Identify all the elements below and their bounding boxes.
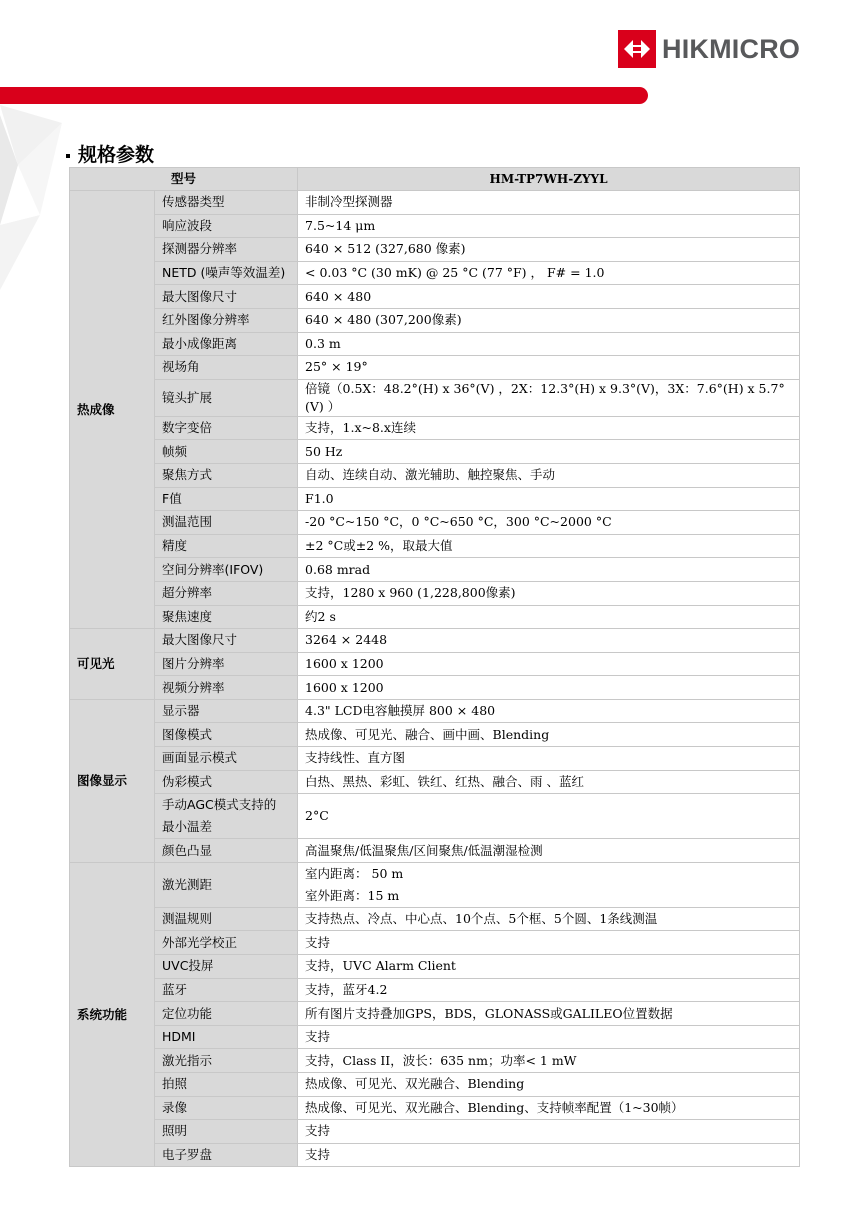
brand-logo bbox=[618, 30, 800, 68]
spec-name: 聚焦速度 bbox=[155, 605, 298, 629]
decorative-shape-icon bbox=[0, 105, 70, 295]
category-cell: 可见光 bbox=[70, 629, 155, 700]
spec-name: 精度 bbox=[155, 534, 298, 558]
spec-name: 视场角 bbox=[155, 356, 298, 380]
spec-name: 探测器分辨率 bbox=[155, 238, 298, 262]
spec-value: 0.3 m bbox=[298, 332, 800, 356]
spec-value: 支持，Class II，波长：635 nm；功率< 1 mW bbox=[298, 1049, 800, 1073]
spec-value: < 0.03 °C (30 mK) @ 25 °C (77 °F) ， F# = 1.0 bbox=[298, 261, 800, 285]
spec-value-line: 室内距离： 50 m bbox=[305, 865, 404, 881]
spec-value: 支持 bbox=[298, 1025, 800, 1049]
spec-name: 录像 bbox=[155, 1096, 298, 1120]
table-row bbox=[70, 770, 800, 794]
table-row bbox=[70, 356, 800, 380]
spec-name: UVC投屏 bbox=[155, 955, 298, 979]
table-row bbox=[70, 214, 800, 238]
table-row bbox=[70, 699, 800, 723]
spec-name: 传感器类型 bbox=[155, 191, 298, 215]
spec-table-body bbox=[70, 191, 800, 1167]
table-row bbox=[70, 463, 800, 487]
table-row bbox=[70, 416, 800, 440]
table-header-row bbox=[70, 168, 800, 191]
spec-value-line: 室外距离：15 m bbox=[305, 887, 400, 903]
spec-value: 支持 bbox=[298, 1143, 800, 1167]
table-row bbox=[70, 440, 800, 464]
spec-name: 照明 bbox=[155, 1120, 298, 1144]
spec-value: 支持 bbox=[298, 1120, 800, 1144]
spec-value: 25° × 19° bbox=[298, 356, 800, 380]
spec-name: 伪彩模式 bbox=[155, 770, 298, 794]
spec-value: 支持，UVC Alarm Client bbox=[298, 955, 800, 979]
spec-name: 定位功能 bbox=[155, 1002, 298, 1026]
spec-name: 测温范围 bbox=[155, 511, 298, 535]
table-row bbox=[70, 1049, 800, 1073]
category-cell: 热成像 bbox=[70, 191, 155, 629]
table-row bbox=[70, 652, 800, 676]
spec-name: 图像模式 bbox=[155, 723, 298, 747]
table-row bbox=[70, 747, 800, 771]
spec-name: 拍照 bbox=[155, 1073, 298, 1097]
spec-value: 支持线性、直方图 bbox=[298, 747, 800, 771]
spec-name: 蓝牙 bbox=[155, 978, 298, 1002]
table-row bbox=[70, 285, 800, 309]
table-row bbox=[70, 862, 800, 907]
spec-value: 2°C bbox=[298, 794, 800, 839]
spec-value: 640 × 480 (307,200像素) bbox=[298, 308, 800, 332]
spec-value: 自动、连续自动、激光辅助、触控聚焦、手动 bbox=[298, 463, 800, 487]
spec-value: 4.3" LCD电容触摸屏 800 × 480 bbox=[298, 699, 800, 723]
spec-value bbox=[298, 862, 800, 907]
table-row bbox=[70, 534, 800, 558]
table-row bbox=[70, 379, 800, 416]
spec-name: F值 bbox=[155, 487, 298, 511]
spec-name: 测温规则 bbox=[155, 907, 298, 931]
table-row bbox=[70, 723, 800, 747]
section-title: 规格参数 bbox=[66, 140, 154, 167]
spec-value: 1600 x 1200 bbox=[298, 676, 800, 700]
spec-value: 热成像、可见光、双光融合、Blending bbox=[298, 1073, 800, 1097]
table-row bbox=[70, 907, 800, 931]
spec-value: 支持，蓝牙4.2 bbox=[298, 978, 800, 1002]
category-cell: 图像显示 bbox=[70, 699, 155, 862]
table-row bbox=[70, 794, 800, 839]
spec-value: 高温聚焦/低温聚焦/区间聚焦/低温潮湿检测 bbox=[298, 839, 800, 863]
spec-value: 7.5~14 μm bbox=[298, 214, 800, 238]
table-row bbox=[70, 1002, 800, 1026]
spec-name: 帧频 bbox=[155, 440, 298, 464]
spec-name: 最大图像尺寸 bbox=[155, 629, 298, 653]
spec-value: 倍镜（0.5X：48.2°(H) x 36°(V) ，2X：12.3°(H) x 9.3°(V)，3X：7.6°(H) x 5.7°(V) ） bbox=[298, 379, 800, 416]
bullet-icon bbox=[66, 154, 70, 158]
spec-value: 热成像、可见光、融合、画中画、Blending bbox=[298, 723, 800, 747]
spec-value: 50 Hz bbox=[298, 440, 800, 464]
table-row bbox=[70, 629, 800, 653]
spec-name: 最小成像距离 bbox=[155, 332, 298, 356]
spec-name: 镜头扩展 bbox=[155, 379, 298, 416]
spec-name: 最大图像尺寸 bbox=[155, 285, 298, 309]
spec-value: F1.0 bbox=[298, 487, 800, 511]
table-row bbox=[70, 1143, 800, 1167]
spec-name: NETD (噪声等效温差) bbox=[155, 261, 298, 285]
table-row bbox=[70, 605, 800, 629]
spec-name: 聚焦方式 bbox=[155, 463, 298, 487]
spec-value: 3264 × 2448 bbox=[298, 629, 800, 653]
spec-value: 约2 s bbox=[298, 605, 800, 629]
table-row bbox=[70, 308, 800, 332]
spec-value: 1600 x 1200 bbox=[298, 652, 800, 676]
table-row bbox=[70, 191, 800, 215]
header-red-bar bbox=[0, 87, 648, 104]
table-row bbox=[70, 839, 800, 863]
spec-name-line: 手动AGC模式支持的 bbox=[162, 797, 277, 813]
spec-value: 非制冷型探测器 bbox=[298, 191, 800, 215]
spec-table bbox=[69, 167, 800, 1167]
spec-value: 支持，1.x~8.x连续 bbox=[298, 416, 800, 440]
spec-name: 数字变倍 bbox=[155, 416, 298, 440]
spec-value: 支持，1280 x 960 (1,228,800像素) bbox=[298, 581, 800, 605]
spec-name: 电子罗盘 bbox=[155, 1143, 298, 1167]
hikmicro-logo-icon bbox=[618, 30, 656, 68]
table-row bbox=[70, 676, 800, 700]
spec-name bbox=[155, 794, 298, 839]
spec-name: 图片分辨率 bbox=[155, 652, 298, 676]
spec-value: -20 °C~150 °C，0 °C~650 °C，300 °C~2000 °C bbox=[298, 511, 800, 535]
spec-name: 显示器 bbox=[155, 699, 298, 723]
spec-name: 视频分辨率 bbox=[155, 676, 298, 700]
category-cell: 系统功能 bbox=[70, 862, 155, 1167]
spec-name: 激光指示 bbox=[155, 1049, 298, 1073]
table-row bbox=[70, 581, 800, 605]
brand-name: HIKMICRO bbox=[662, 33, 801, 64]
table-row bbox=[70, 1073, 800, 1097]
spec-value: 0.68 mrad bbox=[298, 558, 800, 582]
spec-name: 响应波段 bbox=[155, 214, 298, 238]
table-row bbox=[70, 332, 800, 356]
spec-name: 画面显示模式 bbox=[155, 747, 298, 771]
spec-value: 支持 bbox=[298, 931, 800, 955]
spec-value: 640 × 480 bbox=[298, 285, 800, 309]
spec-value: 热成像、可见光、双光融合、Blending、支持帧率配置（1~30帧） bbox=[298, 1096, 800, 1120]
spec-value: 支持热点、冷点、中心点、10个点、5个框、5个圆、1条线测温 bbox=[298, 907, 800, 931]
model-value: HM-TP7WH-ZYYL bbox=[298, 168, 800, 191]
spec-value: 所有图片支持叠加GPS，BDS，GLONASS或GALILEO位置数据 bbox=[298, 1002, 800, 1026]
table-row bbox=[70, 487, 800, 511]
spec-name: 红外图像分辨率 bbox=[155, 308, 298, 332]
table-row bbox=[70, 931, 800, 955]
spec-name: 超分辨率 bbox=[155, 581, 298, 605]
spec-name: HDMI bbox=[155, 1025, 298, 1049]
spec-name: 颜色凸显 bbox=[155, 839, 298, 863]
spec-value: 白热、黑热、彩虹、铁红、红热、融合、雨 、蓝红 bbox=[298, 770, 800, 794]
spec-name: 激光测距 bbox=[155, 862, 298, 907]
spec-value: 640 × 512 (327,680 像素) bbox=[298, 238, 800, 262]
spec-name: 空间分辨率(IFOV) bbox=[155, 558, 298, 582]
model-label: 型号 bbox=[70, 168, 298, 191]
table-row bbox=[70, 558, 800, 582]
table-row bbox=[70, 1096, 800, 1120]
spec-name-line: 最小温差 bbox=[162, 819, 213, 835]
table-row bbox=[70, 1025, 800, 1049]
table-row bbox=[70, 238, 800, 262]
table-row bbox=[70, 1120, 800, 1144]
table-row bbox=[70, 955, 800, 979]
table-row bbox=[70, 978, 800, 1002]
spec-value: ±2 °C或±2 %，取最大值 bbox=[298, 534, 800, 558]
spec-name: 外部光学校正 bbox=[155, 931, 298, 955]
table-row bbox=[70, 261, 800, 285]
table-row bbox=[70, 511, 800, 535]
